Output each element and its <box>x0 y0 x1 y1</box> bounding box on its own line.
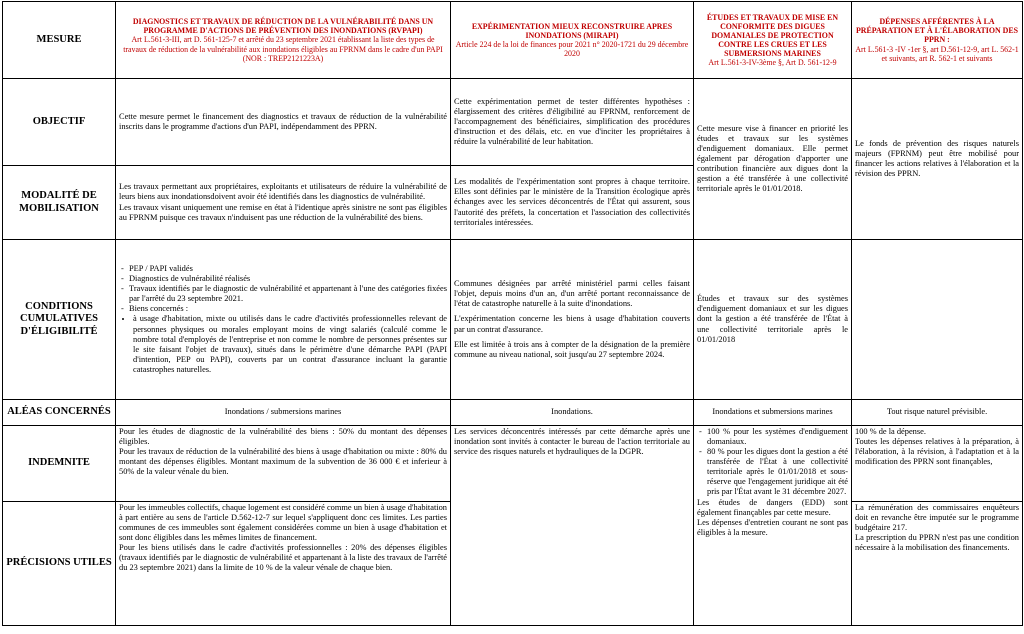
row-objectif <box>3 79 1023 166</box>
precisions-pprn <box>852 502 1023 626</box>
header-digues-subtitle: Art L.561-3-IV-3ème §, Art D. 561-12-9 <box>708 58 837 68</box>
indemnite-mirapi: Les services déconcentrés intéressés par cette démarche après une inondation sont invités à contacter le bureau de l'action territoriale au service des risques naturels et hydrauliques de la DGPR. <box>451 426 694 626</box>
indemnite-digues-list <box>697 427 848 498</box>
header-mesure: MESURE <box>3 2 116 79</box>
row-label-indemnite: INDEMNITE <box>3 426 116 502</box>
conditions-item: - Travaux identifiés par le diagnostic de vulnérabilité et appartenant à l'une des catégories fixées par l'arrêté du 23 septembre 2021. <box>129 284 447 304</box>
conditions-mirapi-p3: Elle est limitée à trois ans à compter de la désignation de la première commune au niveau national, soit jusqu'au 27 septembre 2024. <box>454 339 690 359</box>
aleas-rvpapi: Inondations / submersions marines <box>116 400 451 426</box>
modalite-rvpapi <box>116 166 451 240</box>
indemnite-pprn <box>852 426 1023 502</box>
conditions-mirapi <box>451 240 694 400</box>
header-digues-title: ÉTUDES ET TRAVAUX DE MISE EN CONFORMITE DES DIGUES DOMANIALES DE PROTECTION CONTRE LES CRUES ET LES SUBMERSIONS MARINES <box>706 12 839 59</box>
indemnite-digues-item: - 80 % pour les digues dont la gestion a été transférée de l'État à une collectivité territoriale après le 01/01/2018 et sous-réserve que l'engagement juridique ait été pris par l'État avant le 31 décembre 2027. <box>707 447 848 497</box>
header-pprn <box>852 2 1023 79</box>
conditions-bullet: • à usage d'habitation, mixte ou utilisés dans le cadre d'activités professionnelles relevant de personnes physiques ou morales employant moins de vingt salariés (calculé comme le nombre total d'employés de l'entreprise et non comme le nombre de personnes présentes sur le site faisant l'objet de travaux), situés dans le périmètre d'une démarche PAPI (PAPI d'intention, PEP ou PAPI), couverts par un contrat d'assurance incluant la garantie catastrophes naturelles. <box>133 314 447 374</box>
header-mirapi <box>451 2 694 79</box>
modalite-rvpapi-p1: Les travaux permettant aux propriétaires, exploitants et utilisateurs de réduire la vulnérabilité de leurs biens aux inondationsdoivent avoir été identifiés dans les diagnostics de vulnérabilité. <box>119 182 447 202</box>
indemnite-rvpapi-p2: Pour les travaux de réduction de la vulnérabilité des biens à usage d'habitation ou mixte : 80% du montant des dépenses éligibles. Montant maximum de la subvention de 36 000 € et inferieur à 50% de la valeur vénale du bien. <box>119 447 447 477</box>
precisions-pprn-p1: La rémunération des commissaires enquêteurs doit en revanche être imputée sur le programme budgétaire 217. <box>855 503 1019 533</box>
header-digues <box>694 2 852 79</box>
indemnite-rvpapi <box>116 426 451 502</box>
header-mirapi-subtitle: Article 224 de la loi de finances pour 2021 n° 2020-1721 du 29 décembre 2020 <box>455 40 689 59</box>
conditions-pprn <box>852 240 1023 400</box>
aleas-mirapi: Inondations. <box>451 400 694 426</box>
indemnite-digues-item: - 100 % pour les systèmes d'endiguement domaniaux. <box>707 427 848 447</box>
conditions-mirapi-p1: Communes désignées par arrêté ministériel parmi celles faisant l'objet, depuis moins d'un an, d'un arrêté portant reconnaissance de l'état de catastrophe naturelle à la suite d'inondations. <box>454 279 690 309</box>
conditions-rvpapi <box>116 240 451 400</box>
indemnite-digues-p2: Les études de dangers (EDD) sont également finançables par cette mesure. <box>697 497 848 517</box>
header-pprn-subtitle: Art L.561-3 -IV -1er §, art D.561-12-9, art L. 562-1 et suivants, art R. 562-1 et suivants <box>855 44 1019 63</box>
precisions-pprn-p2: La prescription du PPRN n'est pas une condition nécessaire à la mobilisation des financements. <box>855 533 1019 553</box>
measures-table <box>2 1 1023 626</box>
conditions-digues: Études et travaux sur des systèmes d'endiguement domaniaux et sur les digues dont la gestion a été transférée de l'État à une collectivité territoriale après le 01/01/2018 <box>694 240 852 400</box>
row-label-aleas: ALÉAS CONCERNÉS <box>3 400 116 426</box>
conditions-mirapi-p2: L'expérimentation concerne les biens à usage d'habitation couverts par un contrat d'assurance. <box>454 314 690 334</box>
aleas-pprn: Tout risque naturel prévisible. <box>852 400 1023 426</box>
modalite-rvpapi-p2: Les travaux visant uniquement une remise en état à l'identique après sinistre ne sont pas éligibles au FPRNM puisque ces travaux n'induisent pas une réduction de la vulnérabilité des biens. <box>119 202 447 222</box>
row-label-conditions: CONDITIONS CUMULATIVES D'ÉLIGIBILITÉ <box>3 240 116 400</box>
header-row <box>3 2 1023 79</box>
row-label-precisions: PRÉCISIONS UTILES <box>3 502 116 626</box>
precisions-rvpapi-p2: Pour les biens utilisés dans le cadre d'activités professionnelles : 20% des dépenses éligibles (travaux identifiés par le diagnostic de vulnérabilité et appartenant à la liste des travaux de l'arrêté du 23 septembre 2021) dans la limite de 10 % de la valeur vénale de chaque bien. <box>119 543 447 573</box>
objectif-rvpapi: Cette mesure permet le financement des diagnostics et travaux de réduction de la vulnérabilité inscrits dans le programme d'actions d'un PAPI, indépendamment des PPRN. <box>116 79 451 166</box>
indemnite-pprn-p1: 100 % de la dépense. <box>855 427 926 436</box>
conditions-item: - Diagnostics de vulnérabilité réalisés <box>129 274 447 284</box>
header-rvpapi <box>116 2 451 79</box>
row-label-objectif: OBJECTIF <box>3 79 116 166</box>
conditions-list <box>119 264 447 314</box>
modalite-mirapi: Les modalités de l'expérimentation sont propres à chaque territoire. Elles sont définies par le ministère de la Transition écologique après échanges avec les services déconcentrés de l'État qui assurent, sous l'autorité des préfets, la concertation et l'association des collectivités territoriales intéressées. <box>451 166 694 240</box>
objectif-digues: Cette mesure vise à financer en priorité les études et travaux sur les systèmes d'endiguement domaniaux. Elle permet également par dérogation d'apporter une contribution financière aux digues dont la gestion a été transférée à une collectivité territoriale après le 01/01/2018. <box>694 79 852 240</box>
precisions-rvpapi <box>116 502 451 626</box>
header-mirapi-title: EXPÉRIMENTATION MIEUX RECONSTRUIRE APRES INONDATIONS (MIRAPI) <box>471 21 673 40</box>
conditions-bullet-list <box>119 314 447 374</box>
indemnite-pprn-p2: Toutes les dépenses relatives à la préparation, à l'élaboration, à la révision, à l'adaptation et à la modification des PPRN sont finançables, <box>855 437 1019 467</box>
row-label-modalite: MODALITÉ DE MOBILISATION <box>3 166 116 240</box>
row-indemnite <box>3 426 1023 502</box>
precisions-rvpapi-p1: Pour les immeubles collectifs, chaque logement est considéré comme un bien à usage d'habitation à part entière au sens de l'article D.562-12-7 sur lequel s'appliquent donc ces limites. Les parties communes de ces immeubles sont également considérées comme un bien à usage d'habitation et sont donc éligibles dans les mêmes limites de financement. <box>119 503 447 543</box>
indemnite-digues <box>694 426 852 626</box>
objectif-mirapi: Cette expérimentation permet de tester différentes hypothèses : élargissement des critères d'éligibilité au FPRNM, renforcement de l'accompagnement des bénéficiaires, simplification des procédures d'instruction et des délais, etc. en vue d'inciter les propriétaires à réduire la vulnérabilité de leur habitation. <box>451 79 694 166</box>
row-aleas <box>3 400 1023 426</box>
header-pprn-title: DÉPENSES AFFÉRENTES À LA PRÉPARATION ET À L'ÉLABORATION DES PPRN : <box>855 17 1019 45</box>
header-rvpapi-subtitle: Art L.561-3-III, art D. 561-125-7 et arrêté du 23 septembre 2021 établissant la liste des types de travaux de réduction de la vulnérabilité aux inondations éligibles au FPRNM dans le cadre d'un PAPI (NOR : TREP2121223A) <box>123 35 443 63</box>
conditions-item: - Biens concernés : <box>129 304 447 314</box>
row-conditions <box>3 240 1023 400</box>
conditions-item: - PEP / PAPI validés <box>129 264 447 274</box>
aleas-digues: Inondations et submersions marines <box>694 400 852 426</box>
objectif-pprn: Le fonds de prévention des risques naturels majeurs (FPRNM) peut être mobilisé pour financer les actions relatives à l'élaboration et la révision des PPRN. <box>852 79 1023 240</box>
header-rvpapi-title: DIAGNOSTICS ET TRAVAUX DE RÉDUCTION DE LA VULNÉRABILITÉ DANS UN PROGRAMME D'ACTIONS DE PRÉVENTION DES INONDATIONS (RVPAPI) <box>132 17 434 36</box>
indemnite-rvpapi-p1: Pour les études de diagnostic de la vulnérabilité des biens : 50% du montant des dépenses éligibles. <box>119 427 447 447</box>
indemnite-digues-p3: Les dépenses d'entretien courant ne sont pas éligibles à la mesure. <box>697 517 848 537</box>
